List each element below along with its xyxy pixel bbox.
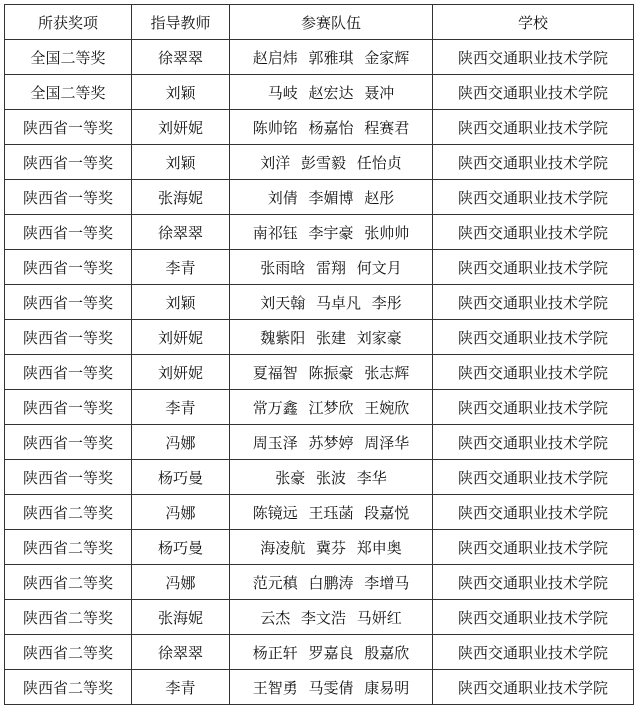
table-row — [5, 180, 634, 215]
cell-school: 陕西交通职业技术学院 — [433, 40, 634, 75]
cell-team: 云杰 李文浩 马妍红 — [230, 600, 433, 635]
cell-team: 张豪 张波 李华 — [230, 460, 433, 495]
cell-advisor: 李青 — [132, 670, 230, 705]
cell-team: 周玉泽 苏梦婷 周泽华 — [230, 425, 433, 460]
cell-team: 杨正轩 罗嘉良 殷嘉欣 — [230, 635, 433, 670]
table-header — [5, 5, 634, 40]
cell-school: 陕西交通职业技术学院 — [433, 670, 634, 705]
cell-advisor: 徐翠翠 — [132, 215, 230, 250]
table-row — [5, 425, 634, 460]
cell-team: 海凌航 冀芬 郑申奥 — [230, 530, 433, 565]
cell-advisor: 刘妍妮 — [132, 320, 230, 355]
cell-advisor: 杨巧曼 — [132, 530, 230, 565]
cell-school: 陕西交通职业技术学院 — [433, 250, 634, 285]
cell-award: 陕西省二等奖 — [5, 635, 132, 670]
table-row — [5, 215, 634, 250]
cell-award: 陕西省一等奖 — [5, 285, 132, 320]
cell-advisor: 刘妍妮 — [132, 355, 230, 390]
cell-school: 陕西交通职业技术学院 — [433, 565, 634, 600]
cell-team: 夏福智 陈振豪 张志辉 — [230, 355, 433, 390]
cell-advisor: 刘颖 — [132, 145, 230, 180]
table-row — [5, 670, 634, 705]
cell-school: 陕西交通职业技术学院 — [433, 180, 634, 215]
table-row — [5, 495, 634, 530]
cell-advisor: 李青 — [132, 390, 230, 425]
header-school: 学校 — [433, 5, 634, 40]
cell-advisor: 冯娜 — [132, 565, 230, 600]
cell-school: 陕西交通职业技术学院 — [433, 145, 634, 180]
cell-team: 赵启炜 郭雅琪 金家辉 — [230, 40, 433, 75]
cell-advisor: 冯娜 — [132, 425, 230, 460]
cell-advisor: 张海妮 — [132, 600, 230, 635]
table-row — [5, 145, 634, 180]
table-row — [5, 110, 634, 145]
table-row — [5, 635, 634, 670]
table-row — [5, 40, 634, 75]
cell-advisor: 冯娜 — [132, 495, 230, 530]
table-row — [5, 460, 634, 495]
table-row — [5, 355, 634, 390]
cell-award: 陕西省二等奖 — [5, 565, 132, 600]
cell-school: 陕西交通职业技术学院 — [433, 530, 634, 565]
header-row — [5, 5, 634, 40]
cell-school: 陕西交通职业技术学院 — [433, 110, 634, 145]
cell-award: 陕西省二等奖 — [5, 600, 132, 635]
cell-award: 陕西省一等奖 — [5, 215, 132, 250]
cell-school: 陕西交通职业技术学院 — [433, 600, 634, 635]
awards-table — [4, 4, 634, 705]
cell-school: 陕西交通职业技术学院 — [433, 460, 634, 495]
cell-award: 陕西省二等奖 — [5, 530, 132, 565]
cell-award: 陕西省二等奖 — [5, 495, 132, 530]
cell-school: 陕西交通职业技术学院 — [433, 215, 634, 250]
cell-team: 刘天翰 马卓凡 李彤 — [230, 285, 433, 320]
cell-team: 刘洋 彭雪毅 任怡贞 — [230, 145, 433, 180]
cell-advisor: 刘妍妮 — [132, 110, 230, 145]
cell-advisor: 徐翠翠 — [132, 40, 230, 75]
table-row — [5, 285, 634, 320]
cell-team: 南祁钰 李宇豪 张帅帅 — [230, 215, 433, 250]
cell-school: 陕西交通职业技术学院 — [433, 75, 634, 110]
cell-award: 陕西省一等奖 — [5, 180, 132, 215]
cell-award: 全国二等奖 — [5, 75, 132, 110]
cell-school: 陕西交通职业技术学院 — [433, 285, 634, 320]
cell-team: 陈镜远 王珏菡 段嘉悦 — [230, 495, 433, 530]
cell-award: 陕西省一等奖 — [5, 320, 132, 355]
cell-team: 王智勇 马雯倩 康易明 — [230, 670, 433, 705]
cell-award: 陕西省二等奖 — [5, 670, 132, 705]
cell-advisor: 徐翠翠 — [132, 635, 230, 670]
cell-school: 陕西交通职业技术学院 — [433, 320, 634, 355]
cell-school: 陕西交通职业技术学院 — [433, 635, 634, 670]
cell-advisor: 杨巧曼 — [132, 460, 230, 495]
cell-team: 马岐 赵宏达 聂冲 — [230, 75, 433, 110]
cell-award: 陕西省一等奖 — [5, 390, 132, 425]
header-award: 所获奖项 — [5, 5, 132, 40]
cell-advisor: 刘颖 — [132, 285, 230, 320]
cell-school: 陕西交通职业技术学院 — [433, 390, 634, 425]
cell-award: 陕西省一等奖 — [5, 355, 132, 390]
cell-team: 常万鑫 江梦欣 王婉欣 — [230, 390, 433, 425]
cell-team: 张雨晗 雷翔 何文月 — [230, 250, 433, 285]
cell-school: 陕西交通职业技术学院 — [433, 495, 634, 530]
table-row — [5, 250, 634, 285]
cell-award: 陕西省一等奖 — [5, 425, 132, 460]
table-row — [5, 565, 634, 600]
table-row — [5, 530, 634, 565]
cell-team: 陈帅铭 杨嘉怡 程赛君 — [230, 110, 433, 145]
table-row — [5, 390, 634, 425]
cell-advisor: 张海妮 — [132, 180, 230, 215]
cell-team: 刘倩 李媚博 赵彤 — [230, 180, 433, 215]
cell-award: 陕西省一等奖 — [5, 460, 132, 495]
header-team: 参赛队伍 — [230, 5, 433, 40]
cell-team: 范元稹 白鹏涛 李增马 — [230, 565, 433, 600]
cell-team: 魏紫阳 张建 刘家豪 — [230, 320, 433, 355]
table-row — [5, 75, 634, 110]
cell-school: 陕西交通职业技术学院 — [433, 425, 634, 460]
cell-advisor: 李青 — [132, 250, 230, 285]
cell-school: 陕西交通职业技术学院 — [433, 355, 634, 390]
cell-award: 陕西省一等奖 — [5, 110, 132, 145]
cell-award: 陕西省一等奖 — [5, 250, 132, 285]
table-body — [5, 40, 634, 705]
cell-award: 全国二等奖 — [5, 40, 132, 75]
cell-advisor: 刘颖 — [132, 75, 230, 110]
table-row — [5, 320, 634, 355]
cell-award: 陕西省一等奖 — [5, 145, 132, 180]
table-row — [5, 600, 634, 635]
header-advisor: 指导教师 — [132, 5, 230, 40]
